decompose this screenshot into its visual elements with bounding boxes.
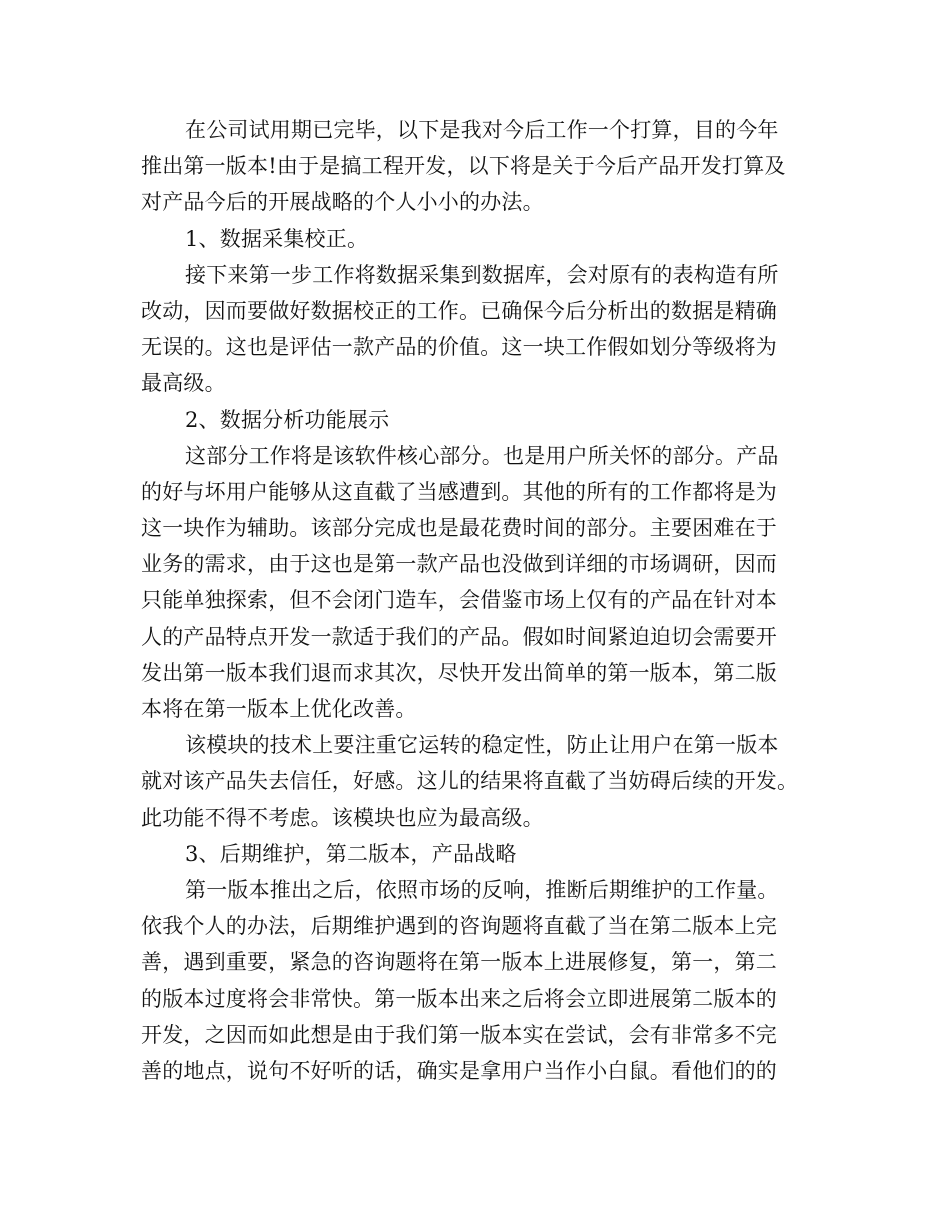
text-line: 该模块的技术上要注重它运转的稳定性，防止让用户在第一版本: [185, 733, 779, 758]
text-line: 善的地点，说句不好听的话，确实是拿用户当作小白鼠。看他们的的: [141, 1058, 777, 1083]
text-line: 2、数据分析功能展示: [185, 407, 390, 432]
text-line: 对产品今后的开展战略的个人小小的办法。: [141, 190, 544, 215]
text-line: 依我个人的办法，后期维护遇到的咨询题将直截了当在第二版本上完: [141, 914, 777, 939]
text-line: 最高级。: [141, 371, 226, 396]
text-line: 3、后期维护，第二版本，产品战略: [185, 841, 517, 866]
text-line: 改动，因而要做好数据校正的工作。已确保今后分析出的数据是精确: [141, 298, 777, 323]
text-line: 的好与坏用户能够从这直截了当感遭到。其他的所有的工作都将是为: [141, 479, 777, 504]
text-line: 此功能不得不考虑。该模块也应为最高级。: [141, 805, 544, 830]
text-line: 就对该产品失去信任，好感。这儿的结果将直截了当妨碍后续的开发。: [141, 769, 799, 794]
text-line: 第一版本推出之后，依照市场的反响，推断后期维护的工作量。: [185, 877, 779, 902]
text-line: 发出第一版本我们退而求其次，尽快开发出简单的第一版本，第二版: [141, 660, 777, 685]
text-line: 善，遇到重要，紧急的咨询题将在第一版本上进展修复，第一，第二: [141, 950, 777, 975]
body-text: [141, 112, 821, 1089]
text-line: 在公司试用期已完毕，以下是我对今后工作一个打算，目的今年: [185, 118, 779, 142]
text-line: 开发，之因而如此想是由于我们第一版本实在尝试，会有非常多不完: [141, 1022, 777, 1047]
text-line: 接下来第一步工作将数据采集到数据库，会对原有的表构造有所: [185, 262, 779, 287]
text-line: 推出第一版本!由于是搞工程开发，以下将是关于今后产品开发打算及: [141, 154, 786, 179]
text-line: 本将在第一版本上优化改善。: [141, 697, 417, 721]
text-line: 人的产品特点开发一款适于我们的产品。假如时间紧迫迫切会需要开: [141, 624, 777, 649]
text-line: 无误的。这也是评估一款产品的价值。这一块工作假如划分等级将为: [141, 335, 777, 360]
text-line: 的版本过度将会非常快。第一版本出来之后将会立即进展第二版本的: [141, 986, 777, 1011]
text-line: 业务的需求，由于这也是第一款产品也没做到详细的市场调研，因而: [141, 552, 777, 577]
text-line: 这一块作为辅助。该部分完成也是最花费时间的部分。主要困难在于: [141, 516, 777, 541]
text-line: 1、数据采集校正。: [185, 226, 369, 251]
text-line: 这部分工作将是该软件核心部分。也是用户所关怀的部分。产品: [185, 443, 779, 468]
text-line: 只能单独探索，但不会闭门造车，会借鉴市场上仅有的产品在针对本: [141, 588, 777, 613]
